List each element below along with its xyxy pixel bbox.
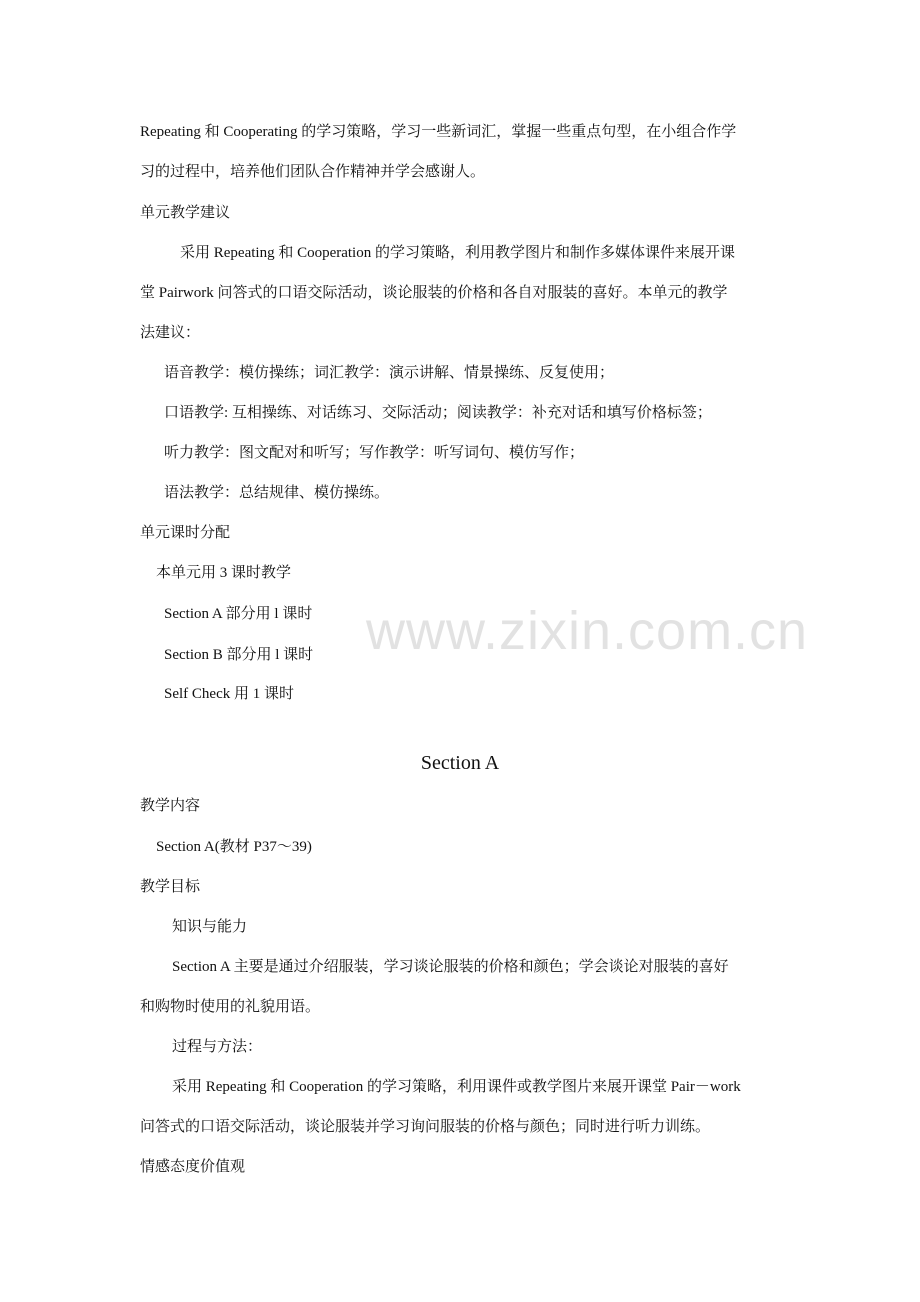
allocation-item: Self Check 用 1 课时 [164,686,294,702]
intro-line-2: 习的过程中，培养他们团队合作精神并学会感谢人。 [140,164,486,180]
content-heading: 教学内容 [140,798,201,814]
knowledge-line-2: 和购物时使用的礼貌用语。 [140,999,321,1015]
suggestions-heading: 单元教学建议 [140,205,231,221]
allocation-item: Section A 部分用 l 课时 [164,606,313,622]
suggestions-para-line-1: 采用 Repeating 和 Cooperation 的学习策略，利用教学图片和制作多媒体课件来展开课 [180,245,735,261]
process-heading: 过程与方法： [172,1039,263,1055]
allocation-summary: 本单元用 3 课时教学 [156,565,292,581]
process-line-1: 采用 Repeating 和 Cooperation 的学习策略，利用课件或教学图片来展开课堂 Pair－work [172,1079,741,1095]
allocation-item: Section B 部分用 l 课时 [164,647,314,663]
suggestion-item: 听力教学：图文配对和听写；写作教学：听写词句、模仿写作； [164,445,585,461]
suggestions-para-line-2: 堂 Pairwork 问答式的口语交际活动，谈论服装的价格和各自对服装的喜好。本单元的教学 [140,285,728,301]
content-text: Section A(教材 P37～39) [156,839,312,855]
suggestion-item: 语音教学：模仿操练；词汇教学：演示讲解、情景操练、反复使用； [164,365,615,381]
suggestion-item: 口语教学: 互相操练、对话练习、交际活动；阅读教学：补充对话和填写价格标签； [164,405,712,421]
watermark: www.zixin.com.cn [366,601,809,661]
suggestion-item: 语法教学：总结规律、模仿操练。 [164,485,390,501]
knowledge-line-1: Section A 主要是通过介绍服装，学习谈论服装的价格和颜色；学会谈论对服装的喜好 [172,959,729,975]
goals-heading: 教学目标 [140,879,201,895]
suggestions-para-line-3: 法建议： [140,325,201,341]
knowledge-heading: 知识与能力 [172,919,248,935]
allocation-heading: 单元课时分配 [140,525,231,541]
intro-line-1: Repeating 和 Cooperating 的学习策略，学习一些新词汇，掌握一些重点句型，在小组合作学 [140,124,737,140]
attitude-heading: 情感态度价值观 [140,1159,246,1175]
section-a-title: Section A [420,752,500,774]
process-line-2: 问答式的口语交际活动，谈论服装并学习询问服装的价格与颜色；同时进行听力训练。 [140,1119,711,1135]
